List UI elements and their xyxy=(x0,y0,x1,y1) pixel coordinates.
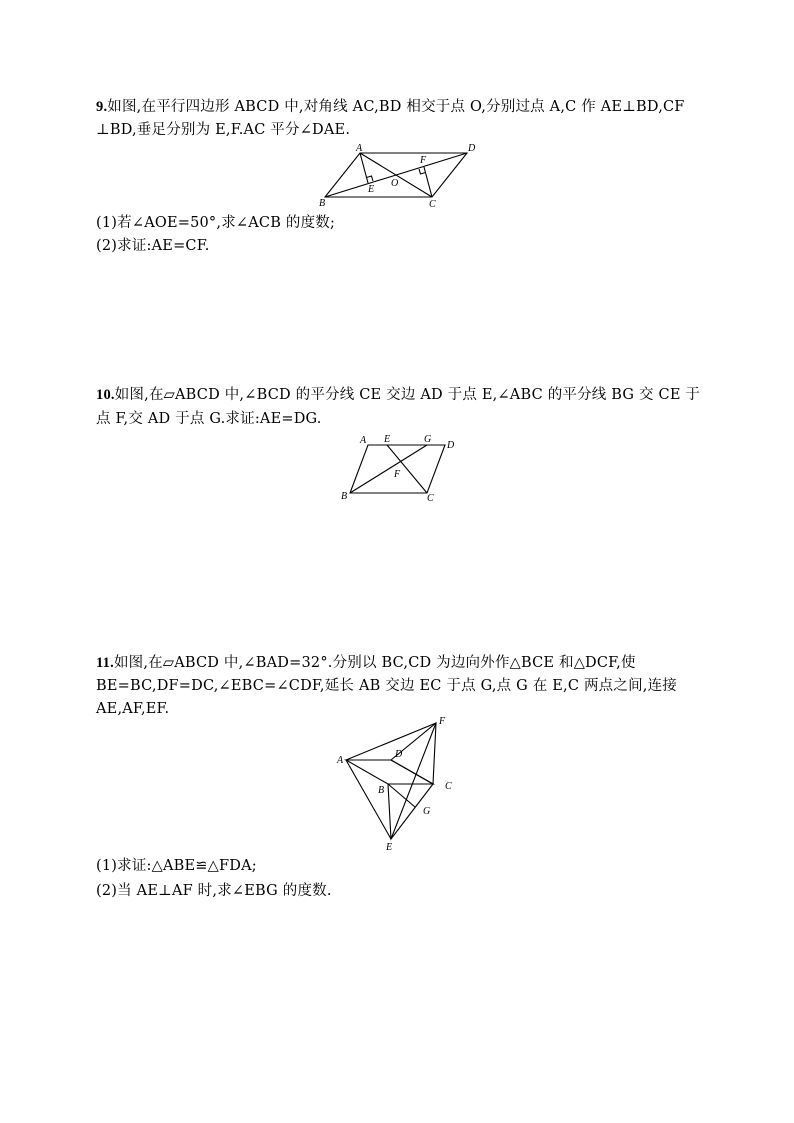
q9-line-1: 如图,在平行四边形 ABCD 中,对角线 AC,BD 相交于点 O,分别过点 A,C 作 AE⊥BD,CF xyxy=(107,99,685,115)
q9-label-o: O xyxy=(391,178,399,189)
q11-segment-af xyxy=(346,723,436,760)
q11-label-f: F xyxy=(439,716,446,727)
q9-label-d: D xyxy=(468,143,476,154)
q11-label-c: C xyxy=(445,781,452,792)
q10-label-b: B xyxy=(341,491,348,502)
q11-sub-question-1: (1)求证:△ABE≌△FDA; xyxy=(96,858,257,874)
q11-text-line-3: AE,AF,EF. xyxy=(96,701,170,717)
q11-text-line-1 xyxy=(96,652,636,674)
q11-label-d: D xyxy=(395,749,403,760)
q10-segment-ce xyxy=(387,445,427,493)
q10-segment-bg xyxy=(350,445,427,493)
q10-text-line-2: 点 F,交 AD 于点 G.求证:AE=DG. xyxy=(96,411,322,427)
q10-label-g: G xyxy=(424,434,432,445)
q11-label-a: A xyxy=(337,755,344,766)
q11-text-line-2: BE=BC,DF=DC,∠EBC=∠CDF,延长 AB 交边 EC 于点 G,点 G 在 E,C 两点之间,连接 xyxy=(96,678,677,694)
q9-diagonal-bd xyxy=(325,153,467,197)
q10-figure xyxy=(338,432,468,506)
q11-label-g: G xyxy=(423,806,431,817)
q10-number: 10. xyxy=(96,387,115,403)
q11-sub-question-2: (2)当 AE⊥AF 时,求∠EBG 的度数. xyxy=(96,883,332,899)
q9-sub-question-1: (1)若∠AOE=50°,求∠ACB 的度数; xyxy=(96,215,336,231)
q10-label-c: C xyxy=(427,493,434,504)
q10-label-d: D xyxy=(447,440,455,451)
q9-text-line-2: ⊥BD,垂足分别为 E,F.AC 平分∠DAE. xyxy=(96,122,351,138)
q11-label-b: B xyxy=(378,785,385,796)
q9-label-b: B xyxy=(319,198,326,209)
q9-label-c: C xyxy=(429,199,436,210)
q10-label-f: F xyxy=(394,469,401,480)
q9-number: 9. xyxy=(96,99,108,115)
q9-label-a: A xyxy=(356,143,363,154)
q10-label-a: A xyxy=(360,435,367,446)
q11-figure xyxy=(334,714,464,854)
q11-line-1: 如图,在▱ABCD 中,∠BAD=32°.分别以 BC,CD 为边向外作△BCE 和△DCF,使 xyxy=(113,655,636,671)
q11-number: 11. xyxy=(96,655,114,671)
q9-sub-question-2: (2)求证:AE=CF. xyxy=(96,238,210,254)
q9-label-e: E xyxy=(368,184,375,195)
q11-label-e: E xyxy=(386,842,393,853)
q9-figure xyxy=(310,140,480,212)
q9-label-f: F xyxy=(420,155,427,166)
q11-segment-ef xyxy=(391,723,436,839)
q11-segment-ae xyxy=(346,760,391,839)
q9-text-line-1 xyxy=(96,96,685,118)
q10-line-1: 如图,在▱ABCD 中,∠BCD 的平分线 CE 交边 AD 于点 E,∠ABC 的平分线 BG 交 CE 于 xyxy=(114,387,701,403)
q10-label-e: E xyxy=(384,434,391,445)
q10-text-line-1 xyxy=(96,384,700,406)
